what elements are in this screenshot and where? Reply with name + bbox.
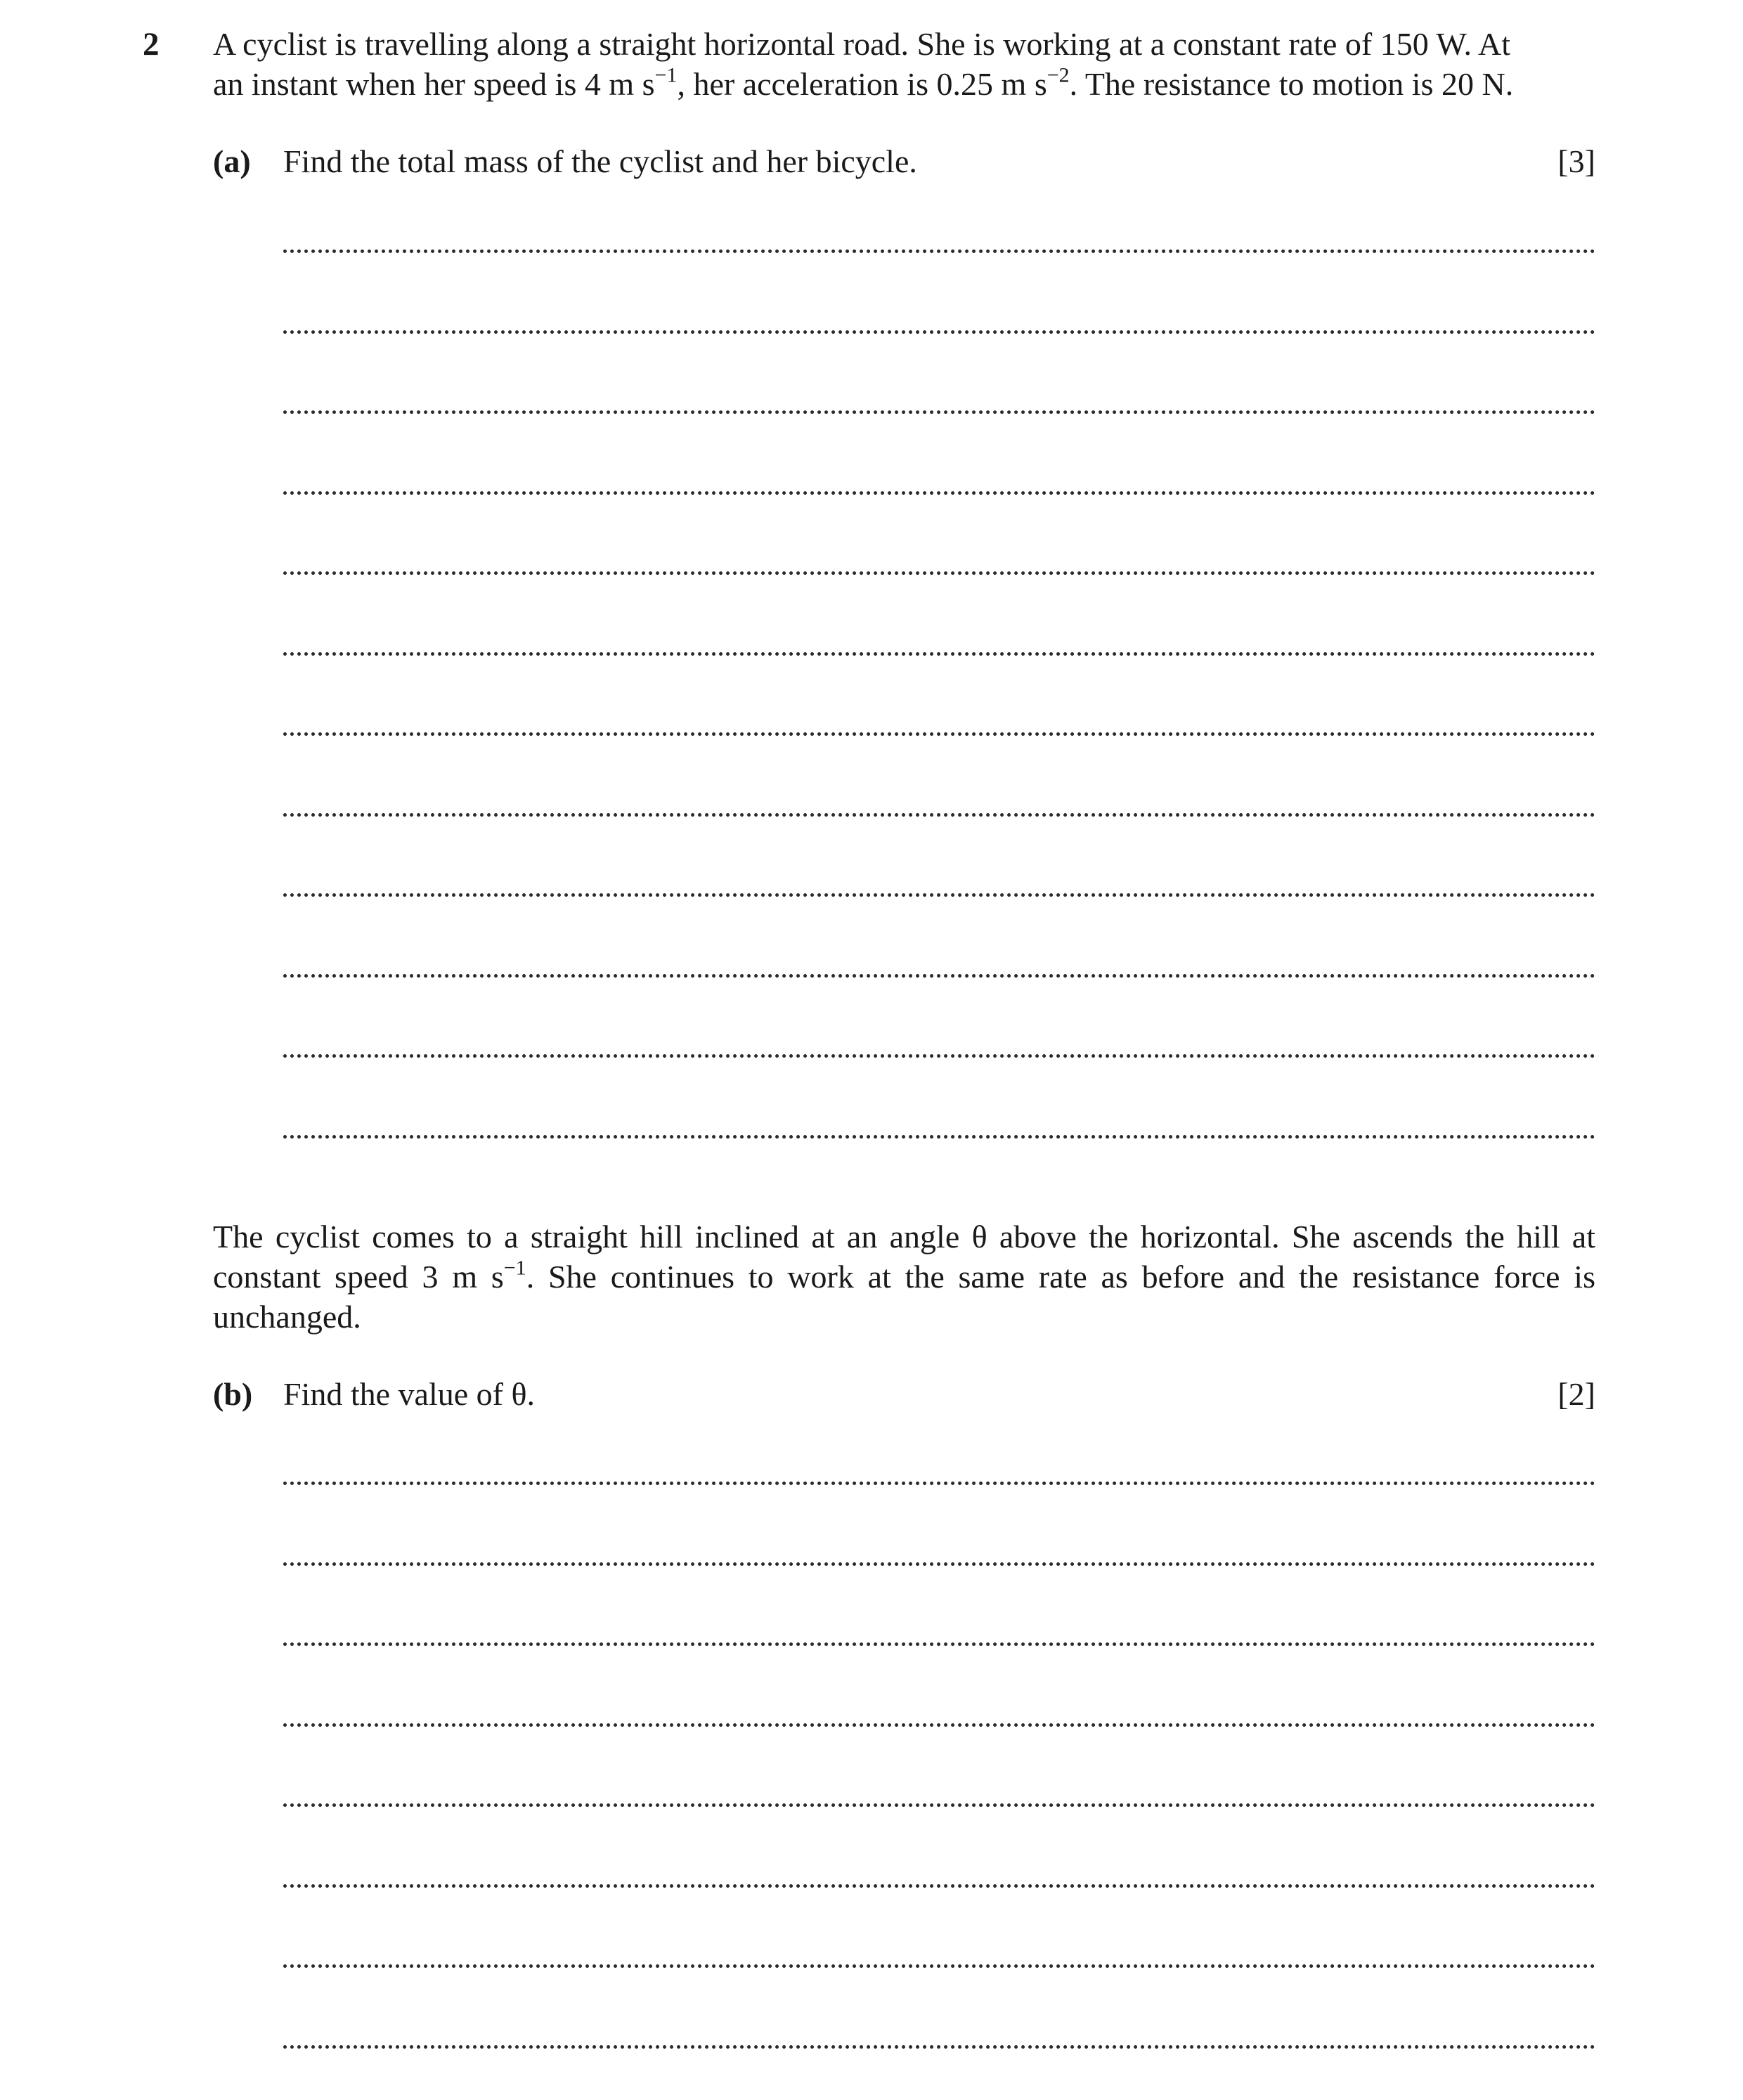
part-b-text: Find the value of θ. [283,1376,536,1412]
answer-line[interactable] [283,652,1595,656]
answer-line[interactable] [283,2045,1595,2049]
hill-text-part-1: The cyclist comes to a straight hill inclined at an angle θ above the horizontal. She ascends the hill at constant speed 3 m s [213,1219,1595,1295]
answer-line[interactable] [283,1964,1595,1968]
answer-line[interactable] [283,1482,1595,1485]
part-a-text: Find the total mass of the cyclist and her bicycle. [283,143,917,179]
answer-line[interactable] [283,974,1595,978]
intro-line-2-part-1: an instant when her speed is 4 m s [213,66,655,102]
answer-line[interactable] [283,330,1595,334]
part-b-prompt [213,1374,1595,1415]
answer-line[interactable] [283,491,1595,495]
question-number: 2 [143,26,160,63]
intro-line-2-part-2: , her acceleration is 0.25 m s [677,66,1047,102]
question-intro [213,24,1595,104]
part-b-marks: [2] [1557,1376,1595,1412]
answer-line[interactable] [283,571,1595,575]
answer-line[interactable] [283,813,1595,817]
hill-scenario-text [213,1217,1595,1337]
answer-line[interactable] [283,410,1595,414]
part-a-marks: [3] [1557,143,1595,179]
acceleration-unit-exponent: −2 [1047,63,1070,87]
part-b-label: (b) [213,1376,253,1412]
speed-unit-exponent: −1 [654,63,678,87]
intro-line-1: A cyclist is travelling along a straight horizontal road. She is working at a constant rate of 150 W. At [213,26,1511,62]
part-a-label: (a) [213,143,251,179]
answer-line[interactable] [283,1642,1595,1646]
answer-line[interactable] [283,1723,1595,1727]
answer-line[interactable] [283,1803,1595,1807]
answer-line[interactable] [283,1054,1595,1058]
answer-line[interactable] [283,1562,1595,1566]
part-a-prompt [213,141,1595,182]
hill-text-part-2: . She continues to work at the same rate as before and the resistance force is unchanged. [213,1259,1595,1335]
answer-line[interactable] [283,1135,1595,1139]
answer-line[interactable] [283,249,1595,253]
hill-speed-unit-exponent: −1 [503,1256,526,1280]
answer-line[interactable] [283,732,1595,736]
intro-line-2-part-3: . The resistance to motion is 20 N. [1069,66,1514,102]
answer-line[interactable] [283,893,1595,897]
answer-line[interactable] [283,1884,1595,1888]
